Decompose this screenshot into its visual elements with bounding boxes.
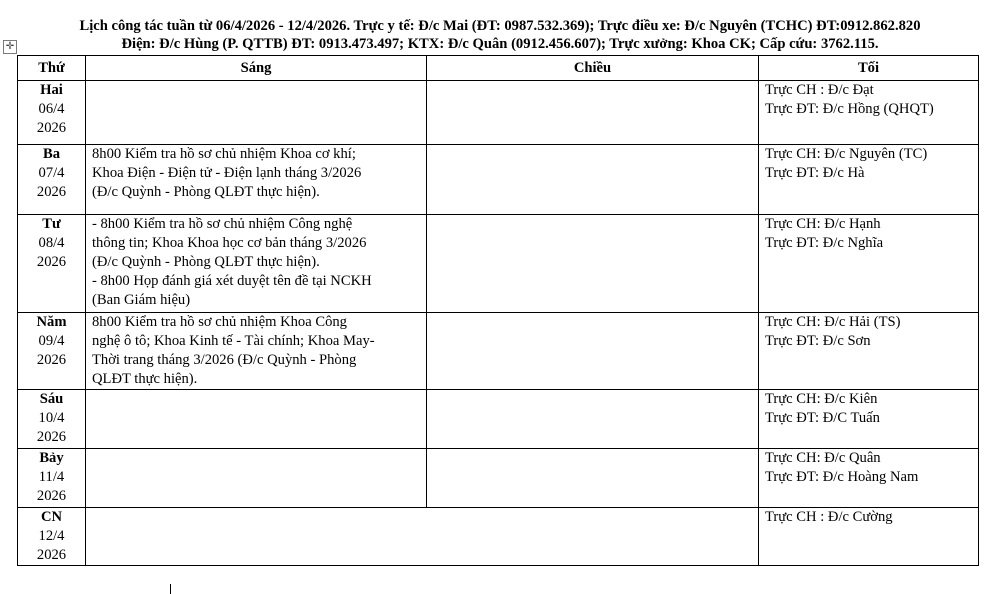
day-year: 2026 — [36, 184, 67, 200]
evening-duty-line: Trực CH: Đ/c Quân — [765, 450, 881, 466]
morning-cell[interactable] — [86, 145, 427, 215]
table-header-row — [18, 56, 979, 81]
day-cell[interactable] — [18, 81, 86, 145]
day-name: Ba — [42, 146, 61, 162]
evening-cell[interactable] — [759, 81, 979, 145]
evening-cell[interactable] — [759, 390, 979, 449]
evening-duty-line: Trực CH: Đ/c Hạnh — [765, 216, 881, 232]
evening-duty-line: Trực ĐT: Đ/c Hoàng Nam — [765, 469, 919, 485]
evening-duty-line: Trực ĐT: Đ/c Hồng (QHQT) — [765, 101, 934, 117]
morning-cell[interactable] — [86, 508, 759, 566]
day-cell[interactable] — [18, 313, 86, 390]
table-row — [18, 145, 979, 215]
afternoon-cell[interactable] — [427, 313, 759, 390]
table-row — [18, 215, 979, 313]
day-date: 10/4 — [38, 410, 65, 426]
evening-duty-line: Trực ĐT: Đ/c Hà — [765, 165, 865, 181]
morning-line: thông tin; Khoa Khoa học cơ bản tháng 3/2026 — [92, 235, 367, 251]
morning-line: - 8h00 Họp đánh giá xét duyệt tên đề tại NCKH — [92, 273, 372, 289]
morning-line: nghệ ô tô; Khoa Kinh tế - Tài chính; Khoa May- — [92, 333, 375, 349]
morning-line: - 8h00 Kiểm tra hồ sơ chủ nhiệm Công nghệ — [92, 216, 353, 232]
evening-cell[interactable] — [759, 215, 979, 313]
day-year: 2026 — [36, 254, 67, 270]
day-name: Sáu — [39, 391, 64, 407]
morning-cell[interactable] — [86, 81, 427, 145]
evening-duty-line: Trực CH: Đ/c Kiên — [765, 391, 878, 407]
column-header-afternoon: Chiều — [427, 56, 759, 81]
day-date: 09/4 — [38, 333, 65, 349]
header-line-2: Điện: Đ/c Hùng (P. QTTB) ĐT: 0913.473.497; KTX: Đ/c Quân (0912.456.607); Trực xưởng: Khoa CK; Cấp cứu: 3762.115. — [121, 36, 879, 52]
morning-line: (Ban Giám hiệu) — [92, 292, 191, 308]
morning-line: QLĐT thực hiện). — [92, 371, 198, 387]
afternoon-cell[interactable] — [427, 215, 759, 313]
evening-cell[interactable] — [759, 508, 979, 566]
evening-cell[interactable] — [759, 313, 979, 390]
morning-cell[interactable] — [86, 449, 427, 508]
day-date: 06/4 — [38, 101, 65, 117]
weekly-schedule-table — [17, 55, 979, 566]
morning-line: 8h00 Kiểm tra hồ sơ chủ nhiệm Khoa cơ khí; — [92, 146, 356, 162]
table-row — [18, 313, 979, 390]
day-cell[interactable] — [18, 215, 86, 313]
afternoon-cell[interactable] — [427, 390, 759, 449]
table-row — [18, 390, 979, 449]
morning-line: (Đ/c Quỳnh - Phòng QLĐT thực hiện). — [92, 254, 320, 270]
day-name: CN — [40, 509, 63, 525]
day-date: 12/4 — [38, 528, 65, 544]
day-year: 2026 — [36, 429, 67, 445]
day-date: 08/4 — [38, 235, 65, 251]
day-cell[interactable] — [18, 390, 86, 449]
column-header-evening: Tối — [759, 56, 979, 81]
day-cell[interactable] — [18, 449, 86, 508]
evening-duty-line: Trực CH : Đ/c Cường — [765, 509, 893, 525]
evening-duty-line: Trực ĐT: Đ/c Sơn — [765, 333, 871, 349]
afternoon-cell[interactable] — [427, 449, 759, 508]
evening-duty-line: Trực CH: Đ/c Hải (TS) — [765, 314, 901, 330]
day-year: 2026 — [36, 488, 67, 504]
evening-cell[interactable] — [759, 145, 979, 215]
morning-line: 8h00 Kiểm tra hồ sơ chủ nhiệm Khoa Công — [92, 314, 347, 330]
table-row — [18, 508, 979, 566]
morning-cell[interactable] — [86, 313, 427, 390]
evening-duty-line: Trực CH : Đ/c Đạt — [765, 82, 874, 98]
morning-cell[interactable] — [86, 215, 427, 313]
morning-cell[interactable] — [86, 390, 427, 449]
afternoon-cell[interactable] — [427, 81, 759, 145]
day-year: 2026 — [36, 352, 67, 368]
evening-cell[interactable] — [759, 449, 979, 508]
day-name: Hai — [40, 82, 63, 98]
table-row — [18, 81, 979, 145]
day-name: Tư — [42, 216, 61, 232]
morning-line: (Đ/c Quỳnh - Phòng QLĐT thực hiện). — [92, 184, 320, 200]
header-line-1: Lịch công tác tuần từ 06/4/2026 - 12/4/2026. Trực y tế: Đ/c Mai (ĐT: 0987.532.369); Trực điều xe: Đ/c Nguyên (TCHC) ĐT:0912.862.820 — [79, 18, 921, 34]
day-date: 07/4 — [38, 165, 65, 181]
day-cell[interactable] — [18, 508, 86, 566]
table-row — [18, 449, 979, 508]
day-year: 2026 — [36, 547, 67, 563]
afternoon-cell[interactable] — [427, 145, 759, 215]
day-cell[interactable] — [18, 145, 86, 215]
text-cursor — [170, 584, 171, 594]
evening-duty-line: Trực ĐT: Đ/c Nghĩa — [765, 235, 884, 251]
schedule-header — [0, 17, 1000, 53]
evening-duty-line: Trực CH: Đ/c Nguyên (TC) — [765, 146, 928, 162]
day-year: 2026 — [36, 120, 67, 136]
table-move-handle-icon[interactable]: ✛ — [3, 40, 17, 54]
day-name: Năm — [36, 314, 67, 330]
morning-line: Khoa Điện - Điện tử - Điện lạnh tháng 3/2026 — [92, 165, 362, 181]
day-name: Bảy — [39, 450, 64, 466]
column-header-morning: Sáng — [86, 56, 427, 81]
column-header-day: Thứ — [18, 56, 86, 81]
morning-line: Thời trang tháng 3/2026 (Đ/c Quỳnh - Phòng — [92, 352, 357, 368]
evening-duty-line: Trực ĐT: Đ/C Tuấn — [765, 410, 880, 426]
day-date: 11/4 — [38, 469, 65, 485]
